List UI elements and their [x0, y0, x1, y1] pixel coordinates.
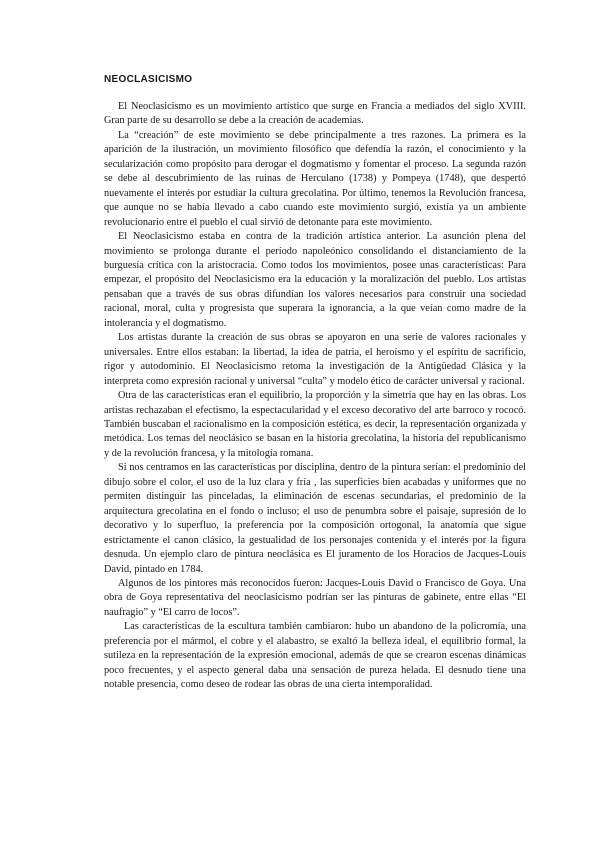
paragraph-painting: Si nos centramos en las características por disciplina, dentro de la pintura serían: el predominio del dibujo sobre el color, el uso de la luz clara y fría , las superficies bien acabadas y uniformes que no permiten distinguir las pinceladas, la eliminación de escenas secundarias, el predominio de la arquitectura grecolatina en el fondo o incluso; el uso de penumbra sobre el paisaje, supresión de lo decorativo y lo superfluo, la preferencia por la composición ortogonal, la anatomía que sigue estrictamente el canon clásico, la gestualidad de los personajes contenida y el interés por la figura desnuda. Un ejemplo claro de pintura neoclásica es El juramento de los Horacios de Jacques-Louis David, pintado en 1784. [104, 462, 526, 575]
document-body [104, 100, 526, 693]
document-title: NEOCLASICISMO [104, 74, 193, 85]
paragraph-characteristics: El Neoclasicismo estaba en contra de la tradición artística anterior. La asunción plena del movimiento se prolonga durante el período napoleónico consolidando el distanciamiento de la burguesía crítica con la aristocracia. Como todos los movimientos, posee unas características: Para empezar, el propósito del Neoclasicismo era la educación y la moralización del pueblo. Los artistas pensaban que a través de sus obras difundían los valores necesarios para construir una sociedad racional, moral, culta y progresista que superara la ignorancia, a la que veían como madre de la intolerancia y el dogmatismo. [104, 231, 526, 329]
paragraph-sculpture: Las características de la escultura también cambiaron: hubo un abandono de la policromía, una preferencia por el mármol, el cobre y el alabastro, se exaltó la belleza ideal, el equilibrio formal, la sutileza en la representación de la expresión emocional, además de que se crearon escenas dinámicas poco frecuentes, y el aspecto general daba una sensación de pureza helada. El desnudo tiene una notable presencia, como deseo de rodear las obras de una cierta intemporalidad. [104, 621, 526, 691]
paragraph-origins: La “creación” de este movimiento se debe principalmente a tres razones. La primera es la aparición de la ilustración, un movimiento filosófico que defendía la razón, el conocimiento y la secularización como propósito para derogar el dogmatismo y fomentar el proceso. La segunda razón se debe al descubrimiento de las ruinas de Herculano (1738) y Pompeya (1748), que despertó nuevamente el interés por estudiar la cultura grecolatina. Por último, tenemos la Revolución francesa, que aunque no se había llevado a cabo cuando este movimiento surgió, existía ya un ambiente revolucionario entre el pueblo el cual sirvió de detonante para este movimiento. [104, 129, 526, 228]
paragraph-values: Los artistas durante la creación de sus obras se apoyaron en una serie de valores racionales y universales. Entre ellos estaban: la libertad, la idea de patria, el heroísmo y el espíritu de sacrificio, rigor y autodominio. El Neoclasicismo retoma la investigación de la Antigüedad Clásica y la interpreta como expresión racional y universal “culta” y modelo ético de carácter universal y racional. [104, 332, 526, 387]
paragraph-intro: El Neoclasicismo es un movimiento artístico que surge en Francia a mediados del siglo XVIII. Gran parte de su desarrollo se debe a la creación de academias. [104, 101, 526, 127]
paragraph-balance: Otra de las características eran el equilibrio, la proporción y la simetría que hay en las obras. Los artistas rechazaban el efectismo, la espectacularidad y el exceso decorativo del arte barroco y rococó. También buscaban el racionalismo en la composición estética, es decir, la representación organizada y metódica. Los temas del neoclásico se basan en la historia grecolatina, la historia del republicanismo y de la revolución francesa, y la mitología romana. [104, 390, 526, 459]
paragraph-painters: Algunos de los pintores más reconocidos fueron: Jacques-Louis David o Francisco de Goya. Una obra de Goya representativa del neoclasicismo podrían ser las pinturas de gabinete, entre ellas “El naufragio” y “El carro de locos”. [104, 577, 526, 618]
